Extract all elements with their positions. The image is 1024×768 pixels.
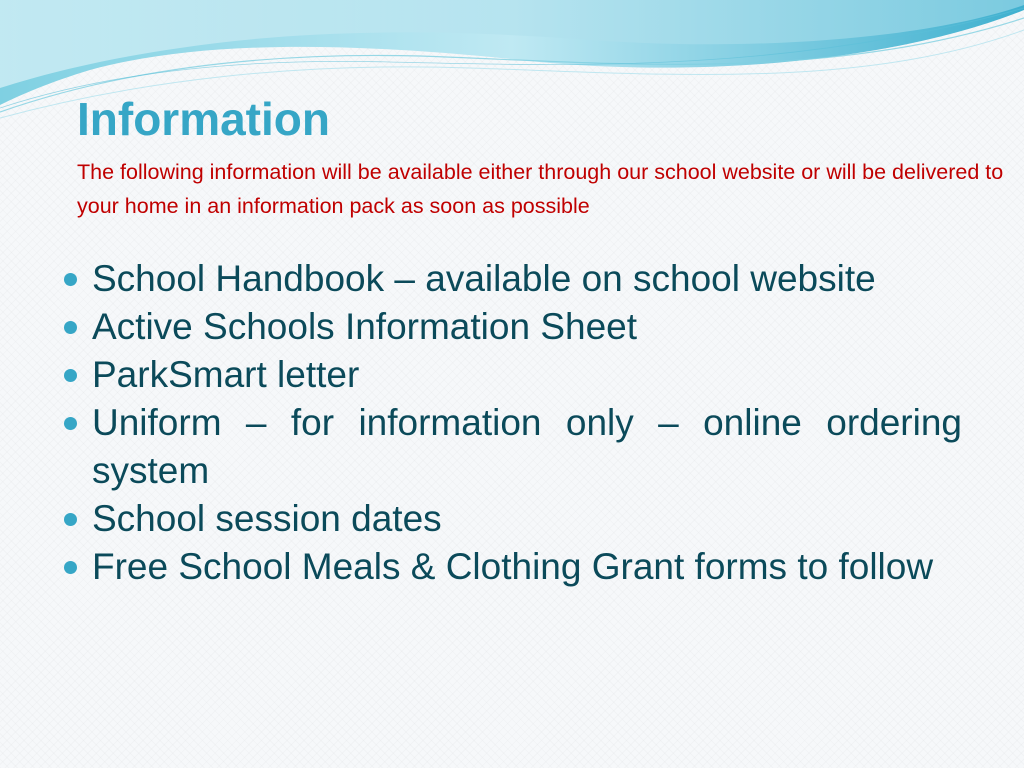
bullet-text: ParkSmart letter (92, 354, 360, 395)
bullet-dot-icon (64, 417, 77, 430)
bullet-dot-icon (64, 513, 77, 526)
bullet-text: Uniform – for information only – online ordering system (92, 402, 962, 491)
bullet-text: Free School Meals & Clothing Grant forms to follow (92, 546, 934, 587)
bullet-list (62, 255, 962, 591)
bullet-item (62, 303, 962, 351)
bullet-item (62, 399, 962, 495)
bullet-item (62, 351, 962, 399)
bullet-text: School Handbook – available on school website (92, 258, 876, 299)
slide-subtitle: The following information will be available either through our school website or will be delivered to your home in an information pack as soon as possible (77, 160, 1004, 218)
bullet-dot-icon (64, 369, 77, 382)
bullet-dot-icon (64, 321, 77, 334)
bullet-dot-icon (64, 273, 77, 286)
bullet-item (62, 255, 962, 303)
bullet-dot-icon (64, 561, 77, 574)
bullet-text: Active Schools Information Sheet (92, 306, 638, 347)
bullet-item (62, 495, 962, 543)
bullet-item (62, 543, 962, 591)
slide-title: Information (77, 93, 330, 145)
bullet-text: School session dates (92, 498, 442, 539)
